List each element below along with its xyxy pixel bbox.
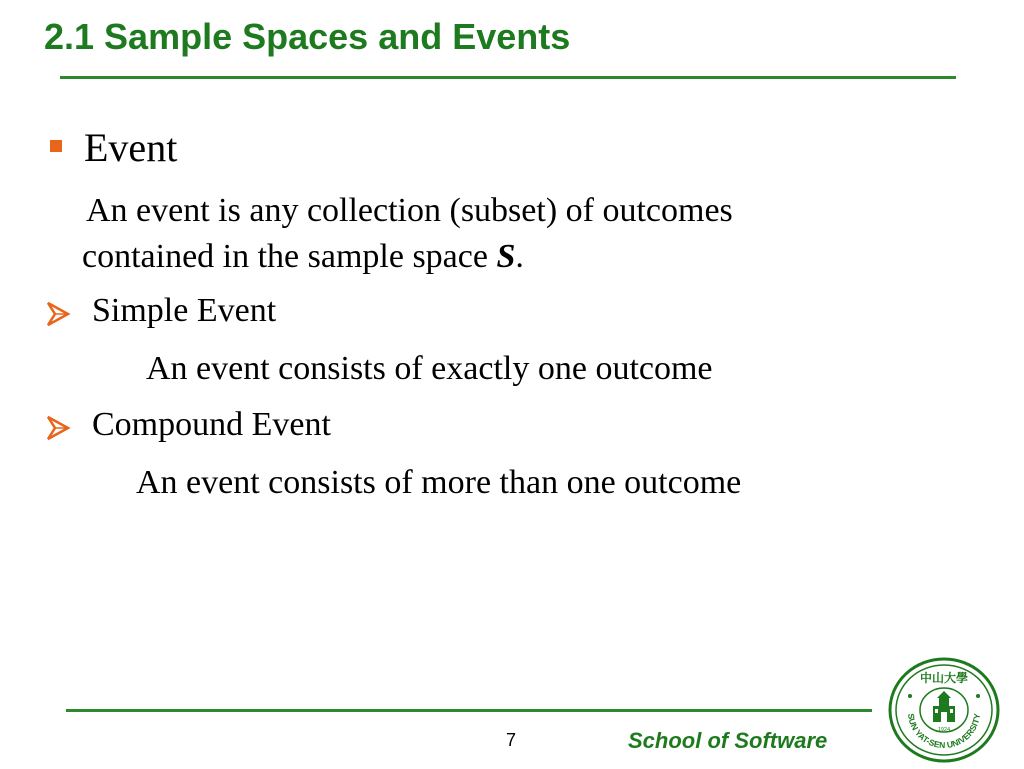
square-bullet-icon (50, 140, 62, 152)
page-number: 7 (506, 730, 517, 750)
definition-period: . (515, 238, 524, 275)
university-seal-icon (886, 656, 1002, 764)
compound-event-label: Compound Event (92, 406, 331, 443)
definition-line-1: An event is any collection (subset) of outcomes (86, 192, 733, 229)
footer-divider (66, 709, 872, 712)
seal-year: 1924 (937, 727, 951, 733)
school-name: School of Software (628, 728, 828, 753)
simple-event-label: Simple Event (92, 292, 277, 329)
title-divider (60, 76, 956, 79)
sample-space-symbol: S (496, 238, 516, 275)
definition-text: contained in the sample space (82, 238, 497, 275)
event-definition (82, 188, 882, 280)
definition-line-2 (82, 234, 882, 280)
event-heading: Event (84, 125, 178, 170)
arrow-bullet-icon (44, 414, 72, 442)
arrow-bullet-icon (44, 300, 72, 328)
compound-event-description: An event consists of more than one outcome (136, 464, 742, 501)
seal-chinese-name: 中山大學 (919, 671, 969, 685)
seal-english-name: SUN YAT-SEN UNIVERSITY (905, 712, 983, 751)
simple-event-description: An event consists of exactly one outcome (146, 350, 713, 387)
slide-title: 2.1 Sample Spaces and Events (44, 16, 571, 57)
